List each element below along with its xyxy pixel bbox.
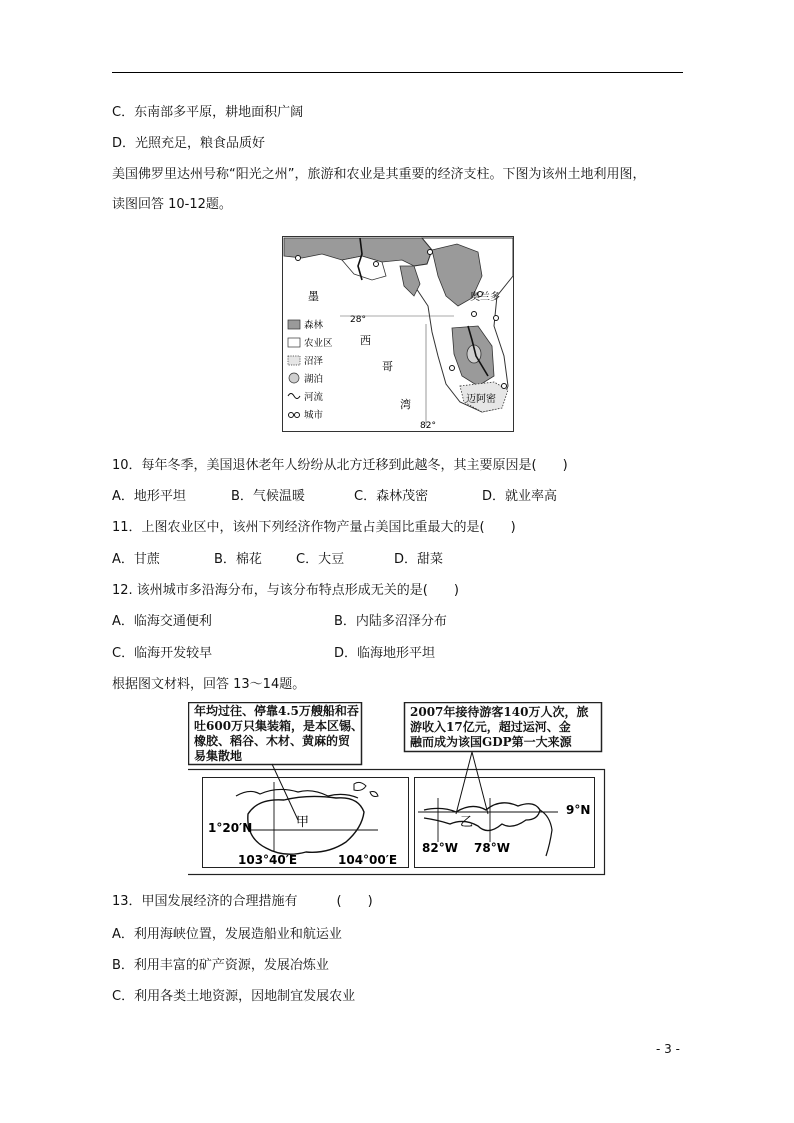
- caption-right: 2007年接待游客140万人次，旅 游收入17亿元，超过运河、金 融而成为该国GDP第一大来源: [410, 705, 589, 749]
- q10-option-a: A．地形平坦: [112, 489, 186, 504]
- florida-land-use-map: [282, 236, 514, 432]
- q11-stem: 11．上图农业区中，该州下列经济作物产量占美国比重最大的是( ): [112, 520, 516, 535]
- legend-agri: 农业区: [304, 338, 333, 349]
- q11-option-b: B．棉花: [214, 552, 262, 567]
- legend-swamp: 沼泽: [304, 356, 324, 367]
- sea-label-4: 湾: [400, 398, 411, 411]
- label-lat-right: 9°N: [566, 803, 591, 817]
- intro-florida-line2: 读图回答 10-12题。: [112, 197, 232, 212]
- q13-option-b: B．利用丰富的矿产资源，发展冶炼业: [112, 958, 329, 973]
- q12-stem: 12. 该州城市多沿海分布，与该分布特点形成无关的是( ): [112, 583, 459, 598]
- q10-stem: 10．每年冬季，美国退休老年人纷纷从北方迁移到此越冬，其主要原因是( ): [112, 458, 568, 473]
- q10-option-d: D．就业率高: [482, 489, 558, 504]
- city-label-orlando: 奥兰多: [470, 292, 500, 303]
- legend-river: 河流: [304, 392, 324, 403]
- label-lon-right2: 78°W: [474, 841, 510, 855]
- q12-option-b: B．内陆多沼泽分布: [334, 614, 447, 629]
- city-label-miami: 迈阿密: [466, 394, 496, 405]
- header-rule: [112, 72, 683, 73]
- legend-city: 城市: [304, 410, 324, 421]
- sea-label-2: 西: [360, 334, 371, 347]
- q13-option-c: C．利用各类土地资源，因地制宜发展农业: [112, 989, 356, 1004]
- latitude-label: 28°: [350, 315, 366, 325]
- option-d-prev: D．光照充足，粮食品质好: [112, 136, 266, 151]
- intro-florida-line1: 美国佛罗里达州号称“阳光之州”，旅游和农业是其重要的经济支柱。下图为该州土地利用图，: [112, 167, 646, 182]
- q10-option-c: C．森林茂密: [354, 489, 429, 504]
- label-yi: 乙: [460, 815, 474, 830]
- label-lat-left: 1°20′N: [208, 821, 253, 835]
- q11-option-c: C．大豆: [296, 552, 345, 567]
- label-lon-left1: 103°40′E: [238, 853, 298, 867]
- singapore-panama-figure: [188, 702, 606, 876]
- q11-option-a: A．甘蔗: [112, 552, 160, 567]
- sea-label-1: 墨: [308, 290, 319, 303]
- sea-label-3: 哥: [382, 360, 393, 373]
- q12-option-d: D．临海地形平坦: [334, 646, 436, 661]
- option-c-prev: C．东南部多平原，耕地面积广阔: [112, 105, 304, 120]
- legend-forest: 森林: [304, 320, 324, 331]
- legend-lake: 湖泊: [304, 374, 324, 385]
- q10-option-b: B．气候温暖: [231, 489, 305, 504]
- page-number: - 3 -: [656, 1042, 680, 1056]
- longitude-label: 82°: [420, 421, 436, 431]
- q13-option-a: A．利用海峡位置，发展造船业和航运业: [112, 927, 342, 942]
- q13-stem: 13．甲国发展经济的合理措施有 ( ): [112, 894, 373, 909]
- q12-option-c: C．临海开发较早: [112, 646, 213, 661]
- q11-option-d: D．甜菜: [394, 552, 444, 567]
- label-jia: 甲: [296, 815, 310, 830]
- label-lon-right1: 82°W: [422, 841, 458, 855]
- label-lon-left2: 104°00′E: [338, 853, 398, 867]
- caption-left: 年均过往、停靠4.5万艘船和吞 吐600万只集装箱，是本区锡、 橡胶、稻谷、木材、黄麻的贸 易集散地: [194, 704, 364, 763]
- q12-option-a: A．临海交通便利: [112, 614, 212, 629]
- intro-13-14: 根据图文材料，回答 13～14题。: [112, 677, 306, 692]
